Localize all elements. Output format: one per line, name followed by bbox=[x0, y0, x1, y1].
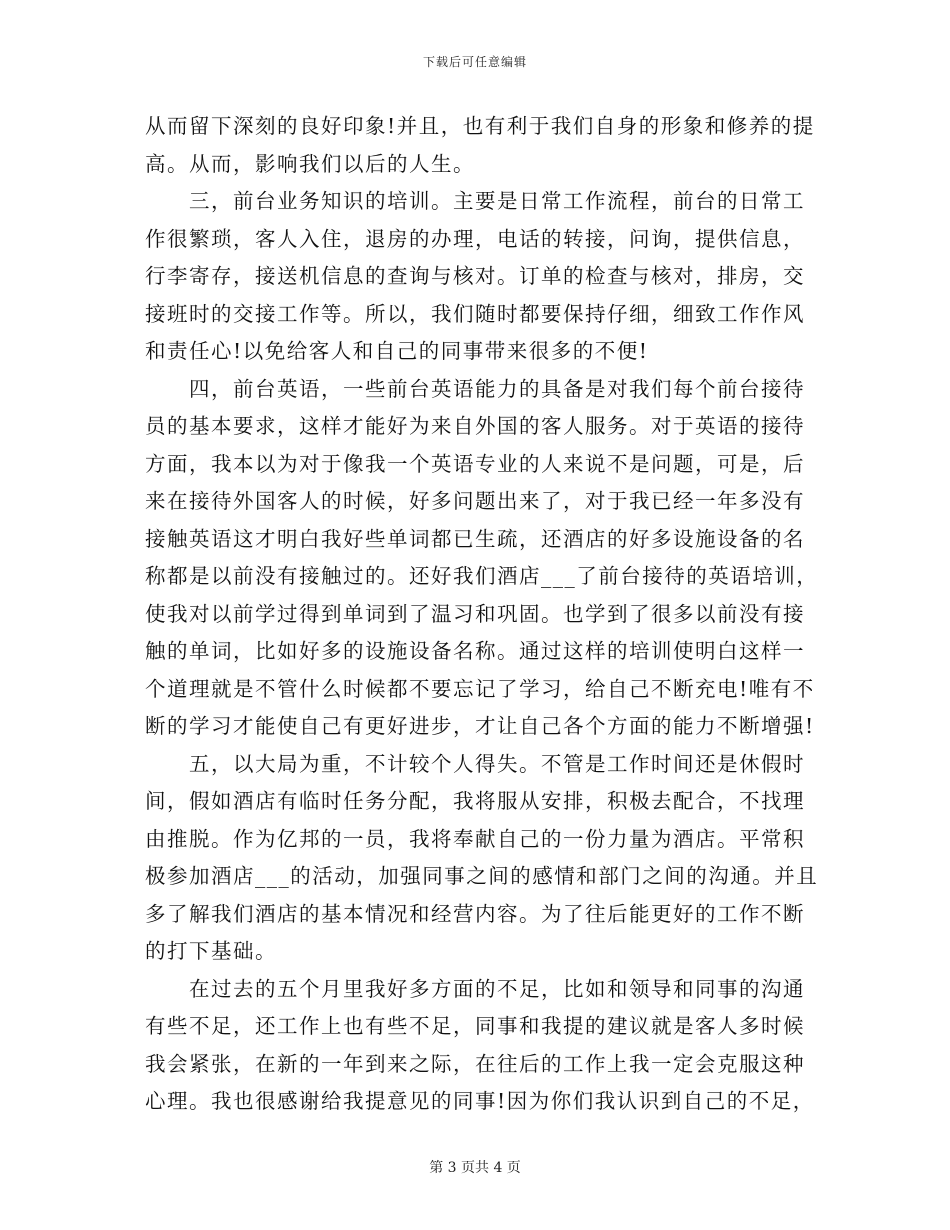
text-line: 多了解我们酒店的基本情况和经营内容。为了往后能更好的工作不断 bbox=[145, 901, 805, 926]
text-line: 五，以大局为重，不计较个人得失。不管是工作时间还是休假时 bbox=[189, 751, 805, 776]
page-footer: 第 3 页共 4 页 bbox=[429, 1160, 521, 1176]
text-line: 我会紧张，在新的一年到来之际，在往后的工作上我一定会克服这种 bbox=[145, 1051, 805, 1076]
text-line: 个道理就是不管什么时候都不要忘记了学习，给自己不断充电!唯有不 bbox=[145, 676, 815, 701]
text-line: 心理。我也很感谢给我提意见的同事!因为你们我认识到自己的不足， bbox=[145, 1089, 815, 1113]
document-body bbox=[145, 108, 819, 1121]
text-line: 来在接待外国客人的时候，好多问题出来了，对于我已经一年多没有 bbox=[145, 489, 805, 513]
text-line: 触的单词，比如好多的设施设备名称。通过这样的培训使明白这样一 bbox=[145, 639, 805, 663]
text-line: 从而留下深刻的良好印象!并且，也有利于我们自身的形象和修养的提 bbox=[145, 114, 815, 138]
text-line: 接触英语这才明白我好些单词都已生疏，还酒店的好多设施设备的名 bbox=[145, 526, 805, 551]
text-line: 在过去的五个月里我好多方面的不足，比如和领导和同事的沟通 bbox=[189, 976, 805, 1001]
text-line: 使我对以前学过得到单词到了温习和巩固。也学到了很多以前没有接 bbox=[145, 601, 805, 626]
text-line: 有些不足，还工作上也有些不足，同事和我提的建议就是客人多时候 bbox=[145, 1014, 805, 1038]
text-line: 间，假如酒店有临时任务分配，我将服从安排，积极去配合，不找理 bbox=[145, 789, 805, 813]
text-line: 方面，我本以为对于像我一个英语专业的人来说不是问题，可是，后 bbox=[145, 451, 805, 476]
text-line: 断的学习才能使自己有更好进步，才让自己各个方面的能力不断增强! bbox=[145, 714, 815, 738]
text-line: 和责任心!以免给客人和自己的同事带来很多的不便! bbox=[145, 339, 649, 363]
text-line: 作很繁琐，客人入住，退房的办理，电话的转接，问询，提供信息， bbox=[145, 226, 805, 251]
text-line: 高。从而，影响我们以后的人生。 bbox=[145, 151, 475, 176]
text-line: 行李寄存，接送机信息的查询与核对。订单的检查与核对，排房，交 bbox=[145, 264, 805, 288]
text-line: 员的基本要求，这样才能好为来自外国的客人服务。对于英语的接待 bbox=[145, 414, 805, 438]
text-line: 称都是以前没有接触过的。还好我们酒店___了前台接待的英语培训， bbox=[145, 564, 819, 588]
text-line: 接班时的交接工作等。所以，我们随时都要保持仔细，细致工作作风 bbox=[145, 301, 805, 326]
text-line: 三，前台业务知识的培训。主要是日常工作流程，前台的日常工 bbox=[189, 189, 805, 213]
text-line: 四，前台英语，一些前台英语能力的具备是对我们每个前台接待 bbox=[189, 376, 805, 401]
text-line: 由推脱。作为亿邦的一员，我将奉献自己的一份力量为酒店。平常积 bbox=[145, 826, 805, 851]
page-header: 下载后可任意编辑 bbox=[422, 55, 527, 69]
text-line: 的打下基础。 bbox=[145, 939, 277, 963]
text-line: 极参加酒店___的活动，加强同事之间的感情和部门之间的沟通。并且 bbox=[145, 864, 819, 888]
